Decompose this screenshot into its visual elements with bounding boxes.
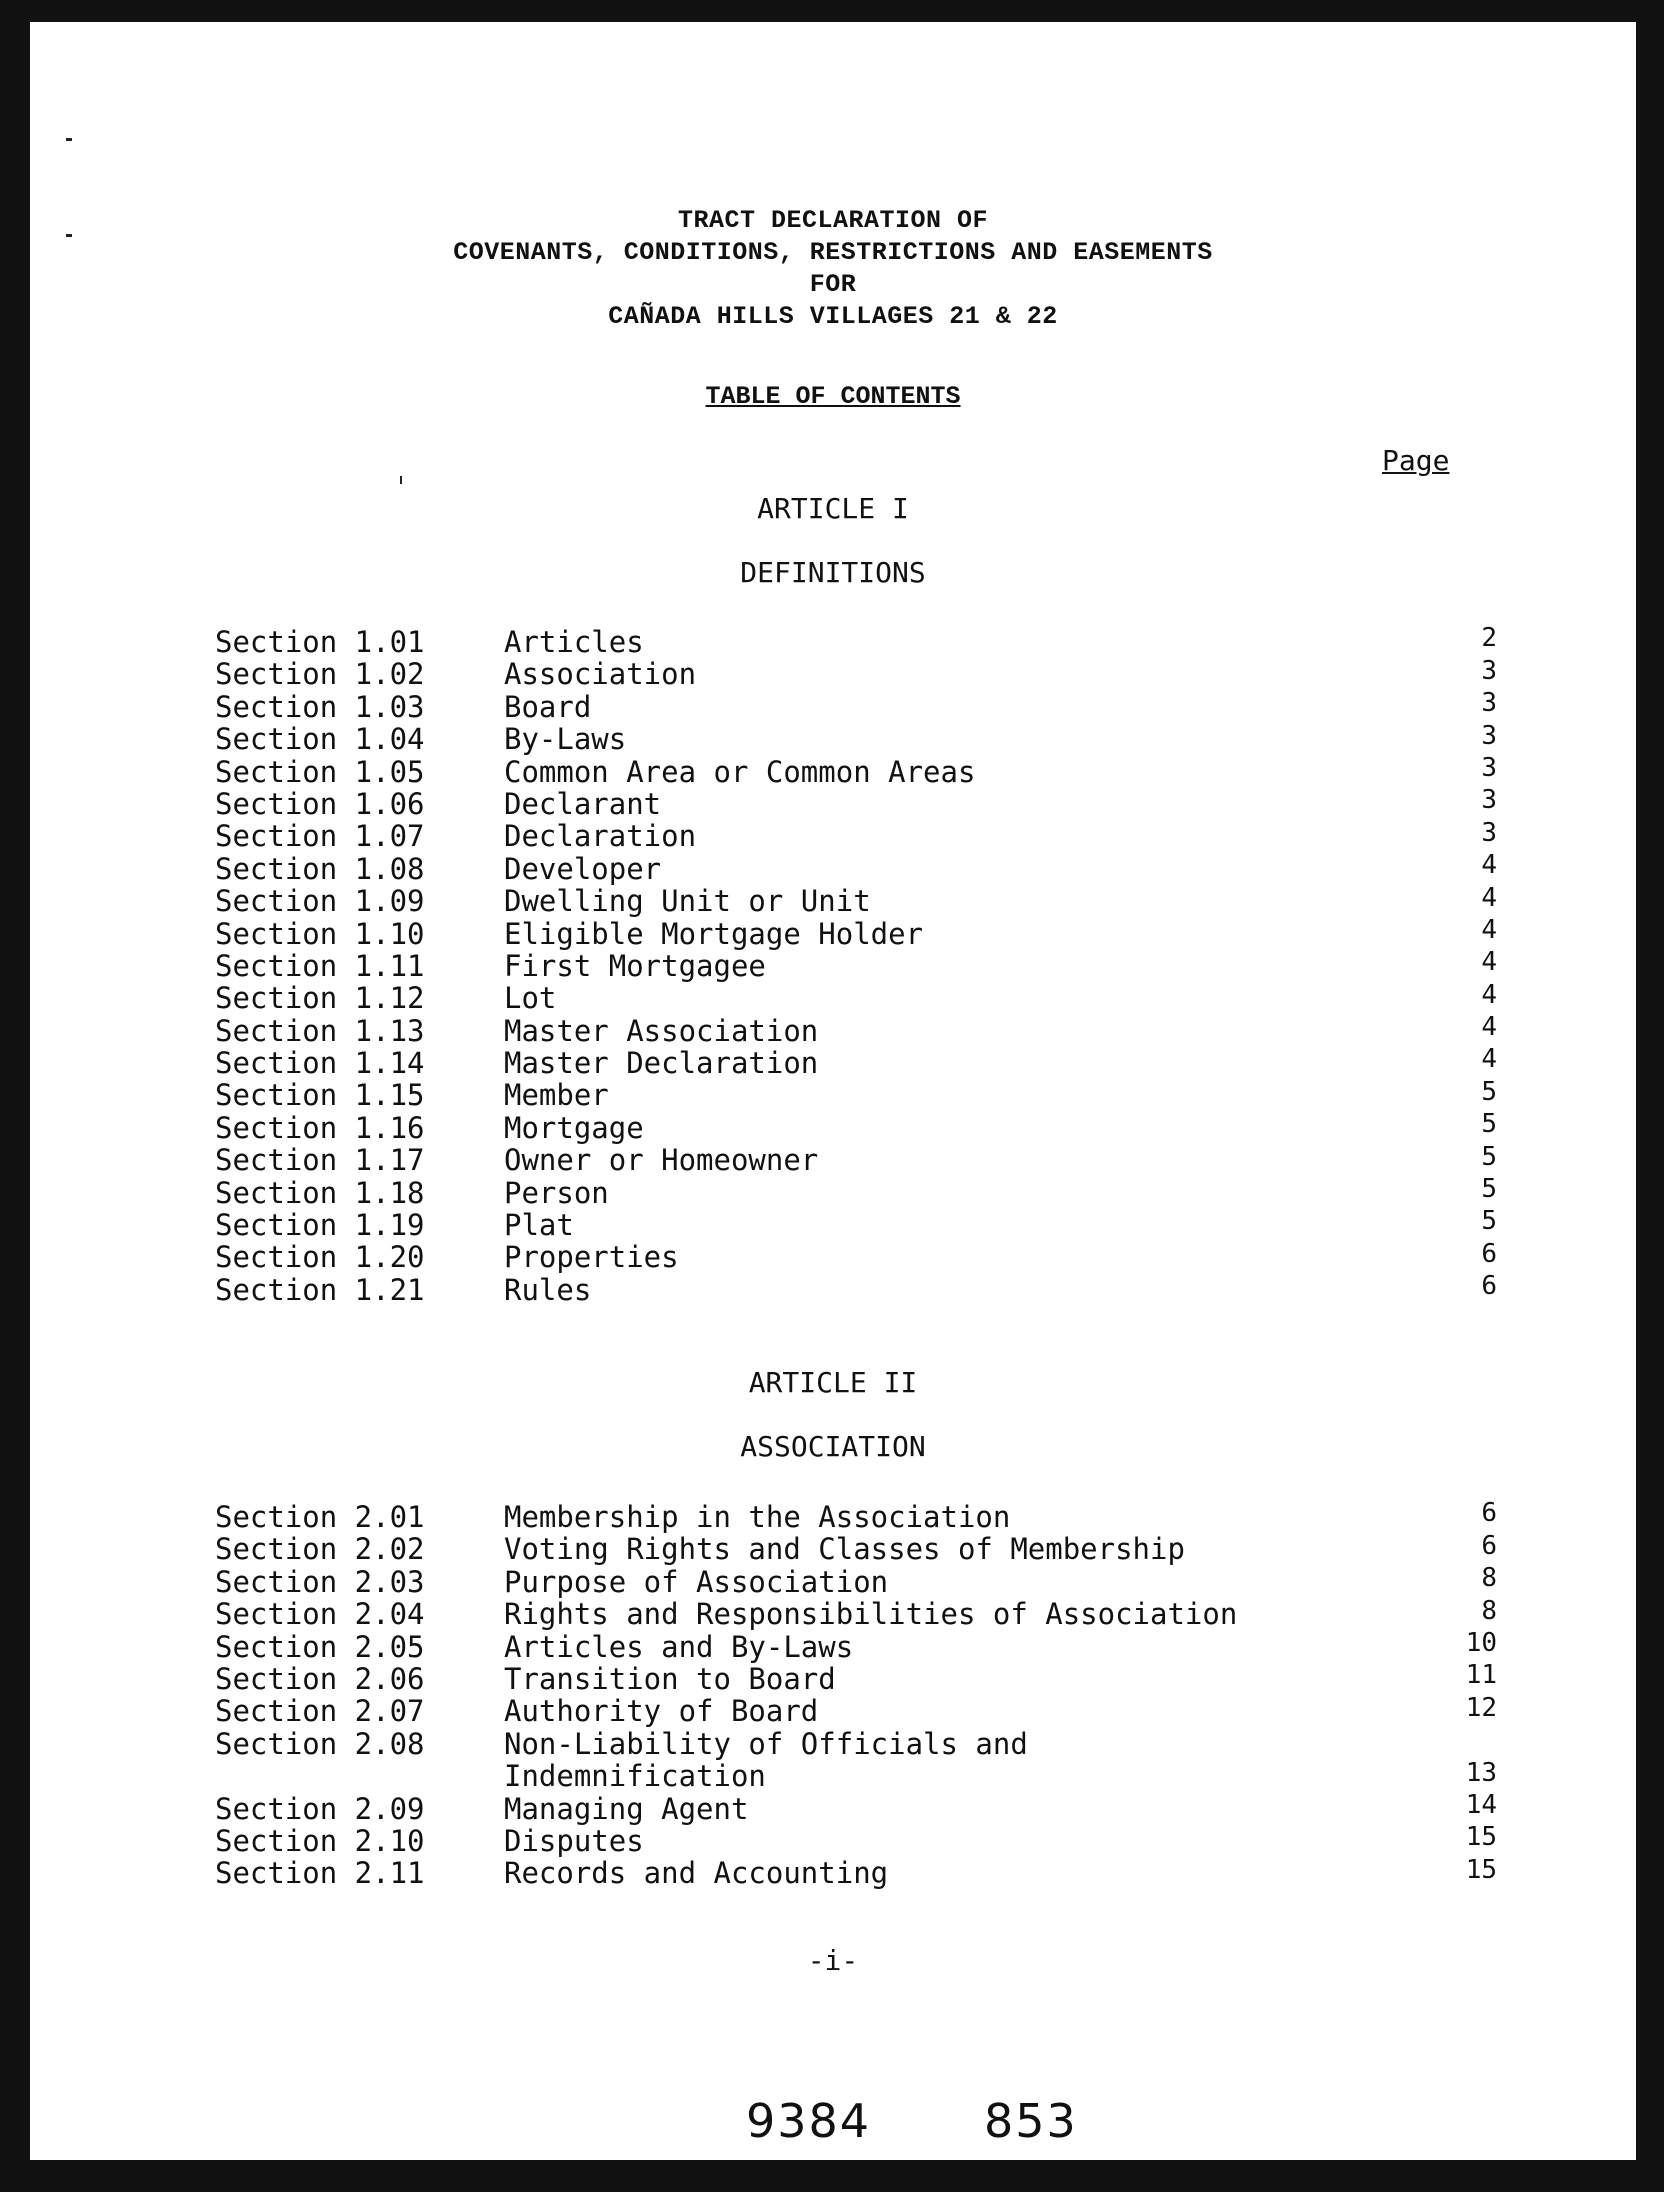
section-number: Section 1.06 — [215, 786, 425, 821]
section-page: 5 — [1481, 1174, 1497, 1205]
section-title: Person — [504, 1175, 609, 1210]
document-title — [30, 205, 1636, 333]
section-page: 5 — [1481, 1109, 1497, 1140]
scan-speck — [66, 138, 72, 141]
section-title: Dwelling Unit or Unit — [504, 884, 871, 919]
title-line-4: CAÑADA HILLS VILLAGES 21 & 22 — [608, 302, 1058, 331]
section-page: 6 — [1481, 1238, 1497, 1269]
section-page: 5 — [1481, 1076, 1497, 1107]
section-title: Articles and By-Laws — [504, 1629, 854, 1664]
toc-entry — [215, 979, 1497, 1016]
section-number: Section 2.06 — [215, 1661, 425, 1696]
toc-entry — [215, 1012, 1497, 1048]
section-number: Section 2.07 — [215, 1694, 425, 1729]
section-number: Section 2.11 — [215, 1856, 425, 1891]
section-number: Section 1.14 — [215, 1046, 425, 1081]
section-page: 8 — [1481, 1563, 1497, 1594]
stamp-number-left: 9384 — [746, 2094, 872, 2148]
section-page: 4 — [1481, 979, 1497, 1010]
section-number: Section 1.16 — [215, 1110, 425, 1145]
section-page: 3 — [1481, 752, 1497, 783]
section-number: Section 2.02 — [215, 1532, 425, 1567]
section-page: 4 — [1481, 1044, 1497, 1075]
toc-entry — [215, 1206, 1497, 1243]
section-title: By-Laws — [504, 722, 627, 757]
section-number: Section 1.21 — [215, 1272, 425, 1307]
section-title: Developer — [504, 851, 662, 886]
section-page: 3 — [1481, 655, 1497, 686]
section-title: Board — [504, 689, 592, 724]
section-page: 14 — [1465, 1789, 1497, 1820]
section-page: 2 — [1481, 623, 1497, 654]
article-2-title: ASSOCIATION — [740, 1430, 926, 1463]
section-number: Section 1.19 — [215, 1208, 425, 1243]
section-page: 5 — [1481, 1141, 1497, 1172]
section-page: 12 — [1465, 1692, 1497, 1723]
section-number: Section 1.18 — [215, 1175, 425, 1210]
article-1-title: DEFINITIONS — [740, 556, 926, 589]
section-page: 10 — [1465, 1627, 1497, 1658]
section-number: Section 2.04 — [215, 1597, 425, 1632]
section-page: 4 — [1481, 947, 1497, 978]
section-page: 6 — [1481, 1498, 1497, 1529]
section-title: Managing Agent — [504, 1791, 749, 1826]
section-number: Section 1.01 — [215, 625, 425, 659]
section-number: Section 1.17 — [215, 1143, 425, 1178]
toc-entry — [215, 1627, 1497, 1664]
page-column-header: Page — [1382, 444, 1450, 477]
toc-entry — [215, 817, 1497, 854]
toc-entry — [215, 1563, 1497, 1599]
section-title: Membership in the Association — [504, 1500, 1011, 1534]
section-title: Rights and Responsibilities of Association — [504, 1597, 1238, 1632]
section-number: Section 1.05 — [215, 754, 425, 789]
section-page: 8 — [1481, 1595, 1497, 1626]
section-title: Rules — [504, 1272, 592, 1307]
section-title: Master Declaration — [504, 1046, 819, 1081]
section-number: Section 2.03 — [215, 1564, 425, 1599]
section-title: Transition to Board — [504, 1661, 836, 1696]
section-number: Section 2.08 — [215, 1726, 425, 1761]
section-number: Section 1.04 — [215, 722, 425, 757]
toc-entry — [215, 882, 1497, 919]
section-title: Purpose of Association — [504, 1564, 889, 1599]
article-2-section-list — [215, 1498, 1497, 1891]
section-title: Eligible Mortgage Holder — [504, 916, 924, 951]
toc-entry — [215, 1692, 1497, 1729]
section-title: Mortgage — [504, 1110, 644, 1145]
section-title: Disputes — [504, 1823, 644, 1858]
section-title: Association — [504, 657, 697, 692]
section-number: Section 1.08 — [215, 851, 425, 886]
section-title: Non-Liability of Officials and Indemnification — [504, 1726, 1028, 1793]
document-page — [30, 22, 1636, 2160]
toc-entry — [215, 1789, 1497, 1826]
toc-entry — [215, 1660, 1497, 1696]
section-page: 5 — [1481, 1206, 1497, 1237]
section-number: Section 2.01 — [215, 1500, 425, 1534]
section-page: 11 — [1465, 1660, 1497, 1691]
toc-entry — [215, 1076, 1497, 1113]
toc-entry — [215, 752, 1497, 789]
toc-entry — [215, 655, 1497, 692]
toc-entry — [215, 1044, 1497, 1081]
toc-entry — [215, 720, 1497, 757]
toc-entry — [215, 1498, 1497, 1534]
section-number: Section 1.02 — [215, 657, 425, 692]
toc-entry — [215, 1271, 1497, 1307]
title-line-2: COVENANTS, CONDITIONS, RESTRICTIONS AND EASEMENTS — [453, 238, 1213, 267]
section-number: Section 1.07 — [215, 819, 425, 854]
section-number: Section 2.10 — [215, 1823, 425, 1858]
section-page: 3 — [1481, 720, 1497, 751]
toc-heading: TABLE OF CONTENTS — [705, 382, 961, 411]
article-1-label: ARTICLE I — [757, 492, 909, 525]
toc-entry — [215, 1822, 1497, 1858]
section-title: Voting Rights and Classes of Membership — [504, 1532, 1185, 1567]
toc-entry — [215, 785, 1497, 821]
section-page: 4 — [1481, 882, 1497, 913]
section-page: 6 — [1481, 1271, 1497, 1302]
toc-entry — [215, 947, 1497, 983]
section-title: First Mortgagee — [504, 948, 766, 983]
page-number: -i- — [807, 1944, 859, 1977]
toc-entry — [215, 1595, 1497, 1632]
section-title: Common Area or Common Areas — [504, 754, 976, 789]
section-number: Section 1.12 — [215, 981, 425, 1016]
toc-entry — [215, 688, 1497, 724]
section-number: Section 1.20 — [215, 1240, 425, 1275]
section-page: 6 — [1481, 1530, 1497, 1561]
section-page: 3 — [1481, 688, 1497, 719]
section-title: Articles — [504, 625, 644, 659]
section-title: Declaration — [504, 819, 697, 854]
section-title: Declarant — [504, 786, 662, 821]
toc-entry — [215, 1728, 1497, 1793]
section-page: 15 — [1465, 1822, 1497, 1853]
section-title: Records and Accounting — [504, 1856, 889, 1891]
section-title: Plat — [504, 1208, 574, 1243]
section-page: 13 — [1465, 1757, 1497, 1788]
section-number: Section 1.09 — [215, 884, 425, 919]
section-number: Section 1.11 — [215, 948, 425, 983]
title-line-3: FOR — [809, 270, 857, 299]
toc-entry — [215, 623, 1497, 659]
section-title: Lot — [504, 981, 557, 1016]
article-1-section-list — [215, 623, 1497, 1307]
section-page: 4 — [1481, 1012, 1497, 1043]
section-number: Section 1.10 — [215, 916, 425, 951]
toc-entry — [215, 1530, 1497, 1567]
article-2-label: ARTICLE II — [748, 1366, 918, 1399]
toc-entry — [215, 1109, 1497, 1145]
section-title: Owner or Homeowner — [504, 1143, 819, 1178]
section-title: Authority of Board — [504, 1694, 819, 1729]
section-number: Section 1.15 — [215, 1078, 425, 1113]
section-number: Section 1.13 — [215, 1013, 425, 1048]
section-page: 3 — [1481, 785, 1497, 816]
section-number: Section 2.09 — [215, 1791, 425, 1826]
toc-entry — [215, 850, 1497, 886]
scan-speck — [66, 234, 72, 237]
section-title: Master Association — [504, 1013, 819, 1048]
section-title: Properties — [504, 1240, 679, 1275]
toc-entry — [215, 1174, 1497, 1210]
toc-entry — [215, 1141, 1497, 1178]
toc-entry — [215, 1854, 1497, 1891]
scan-speck — [400, 476, 402, 484]
section-page: 15 — [1465, 1854, 1497, 1885]
toc-entry — [215, 914, 1497, 951]
section-page: 4 — [1481, 850, 1497, 881]
stamp-number-right: 853 — [984, 2094, 1078, 2148]
title-line-1: TRACT DECLARATION OF — [677, 206, 989, 235]
toc-entry — [215, 1238, 1497, 1275]
section-title: Member — [504, 1078, 609, 1113]
section-page: 3 — [1481, 817, 1497, 848]
section-number: Section 1.03 — [215, 689, 425, 724]
section-number: Section 2.05 — [215, 1629, 425, 1664]
section-page: 4 — [1481, 914, 1497, 945]
